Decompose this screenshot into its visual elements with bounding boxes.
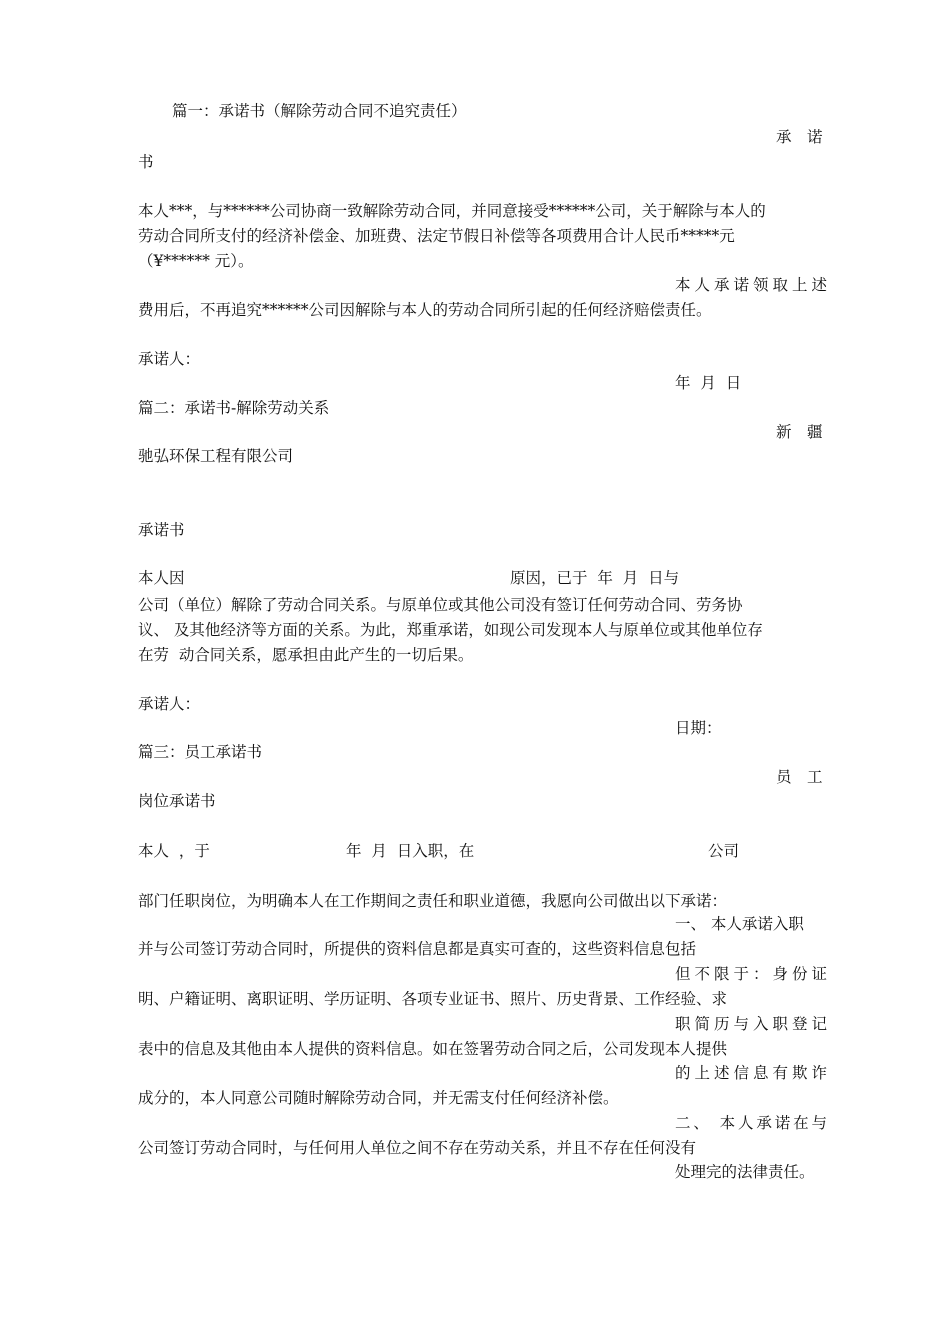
section-3-body-line: 但不限于：身份证 [675, 965, 827, 983]
section-1-body-line: （¥****** 元）。 [138, 252, 254, 270]
section-1-signer: 承诺人： [138, 350, 201, 368]
section-3-body-line: 并与公司签订劳动合同时，所提供的资料信息都是真实可查的，这些资料信息包括 [138, 940, 697, 958]
section-1-body-line: 劳动合同所支付的经济补偿金、加班费、法定节假日补偿等各项费用合计人民币*****元 [138, 227, 735, 245]
section-3-body-line: 的上述信息有欺诈 [675, 1064, 827, 1082]
section-2-body-line: 在劳 动合同关系，愿承担由此产生的一切后果。 [138, 646, 474, 664]
section-1-title-part-2: 书 [138, 153, 154, 171]
section-3-body-line: 部门任职岗位，为明确本人在工作期间之责任和职业道德，我愿向公司做出以下承诺： [138, 892, 728, 910]
section-3-body-line: 成分的，本人同意公司随时解除劳动合同，并无需支付任何经济补偿。 [138, 1089, 619, 1107]
section-3-body-line: 职简历与入职登记 [675, 1015, 827, 1033]
section-2-body-line: 公司（单位）解除了劳动合同关系。与原单位或其他公司没有签订任何劳动合同、劳务协 [138, 596, 743, 614]
section-3-title-part-1: 员 工 [776, 768, 823, 786]
section-1-body-line: 本人***，与******公司协商一致解除劳动合同，并同意接受******公司，关于解除与本人的 [138, 202, 766, 220]
section-2-body-line: 议、 及其他经济等方面的关系。为此，郑重承诺，如现公司发现本人与原单位或其他单位存 [138, 621, 763, 639]
section-1-body-line: 本人承诺领取上述 [675, 276, 827, 294]
section-1-title-part-1: 承 诺 [776, 128, 823, 146]
section-3-body-line: 一、 本人承诺入职 [675, 915, 804, 933]
section-2-title: 承诺书 [138, 521, 185, 539]
section-3-title-part-2: 岗位承诺书 [138, 792, 216, 810]
section-3-body-line: 表中的信息及其他由本人提供的资料信息。如在签署劳动合同之后，公司发现本人提供 [138, 1040, 728, 1058]
section-1-heading: 篇一：承诺书（解除劳动合同不追究责任） [172, 102, 467, 120]
section-1-date: 年 月 日 [675, 374, 742, 392]
section-2-signer: 承诺人： [138, 695, 201, 713]
section-3-body-line: 处理完的法律责任。 [675, 1163, 815, 1181]
section-2-body-line: 本人因 [138, 569, 185, 587]
section-3-body-line: 本人 ，于 [138, 842, 210, 860]
section-2-company-part-2: 驰弘环保工程有限公司 [138, 447, 294, 465]
section-1-body-line: 费用后，不再追究******公司因解除与本人的劳动合同所引起的任何经济赔偿责任。 [138, 301, 712, 319]
section-3-body-line: 年 月 日入职，在 [346, 842, 475, 860]
section-3-body-line: 二、 本人承诺在与 [675, 1114, 827, 1132]
section-3-body-line: 公司 [708, 842, 740, 860]
section-2-heading: 篇二：承诺书-解除劳动关系 [138, 399, 330, 417]
section-3-heading: 篇三：员工承诺书 [138, 743, 263, 761]
section-2-date: 日期： [675, 719, 722, 737]
section-2-company-part-1: 新 疆 [776, 423, 823, 441]
section-3-body-line: 明、户籍证明、离职证明、学历证明、各项专业证书、照片、历史背景、工作经验、求 [138, 990, 728, 1008]
section-3-body-line: 公司签订劳动合同时，与任何用人单位之间不存在劳动关系，并且不存在任何没有 [138, 1139, 697, 1157]
section-2-body-line: 原因，已于 年 月 日与 [510, 569, 680, 587]
